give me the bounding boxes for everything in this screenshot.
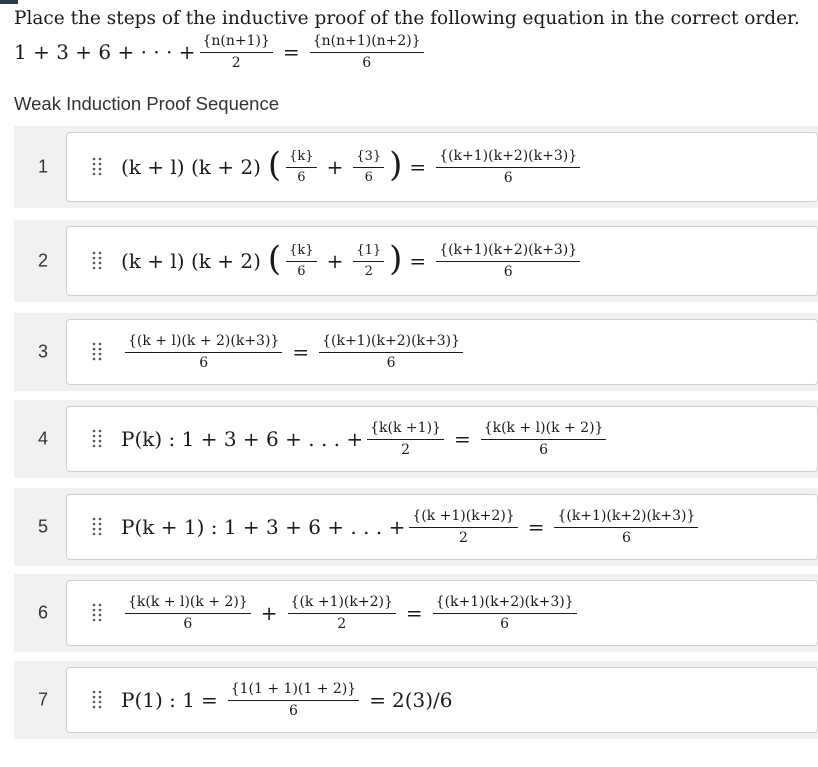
equation-equals: =	[282, 40, 300, 64]
step-expression: $\frac{\{(k + l)(k + 2)(k+3)\}}{6}$ = $\frac{\{(k+1)(k+2)(k+3)\}}{6}$	[121, 334, 467, 370]
draggable-step-card[interactable]	[66, 406, 818, 472]
question-prompt: Place the steps of the inductive proof of the following equation in the correct order.	[14, 8, 800, 29]
grip-vertical-icon[interactable]	[91, 689, 103, 711]
step-number: 1	[38, 156, 49, 177]
equation-lhs: 1 + 3 + 6 + · · · +	[14, 40, 196, 64]
step-number: 3	[38, 341, 49, 362]
equation-fraction-2: $\frac{\{n(n+1)(n+2)\}}{6}$	[310, 34, 424, 70]
corner-accent	[0, 0, 18, 4]
step-number: 5	[38, 516, 49, 537]
draggable-step-card[interactable]	[66, 580, 818, 646]
grip-vertical-icon[interactable]	[91, 516, 103, 538]
step-expression: (k + l) (k + 2) ( $\frac{\{k\}}{6}$ + $\frac{\{1\}}{2}$ ) = $\frac{\{(k+1)(k+2)(k+3)\}}{6}$	[121, 243, 584, 279]
draggable-step-card[interactable]	[66, 132, 818, 202]
grip-vertical-icon[interactable]	[91, 428, 103, 450]
grip-vertical-icon[interactable]	[91, 156, 103, 178]
step-row	[14, 126, 818, 208]
step-expression: $\frac{\{k(k + l)(k + 2)\}}{6}$ + $\frac{\{(k +1)(k+2)\}}{2}$ = $\frac{\{(k+1)(k+2)(k+3)\}}{6}$	[121, 595, 581, 631]
draggable-step-card[interactable]	[66, 319, 818, 385]
section-title: Weak Induction Proof Sequence	[14, 93, 279, 114]
step-expression: P(k) : 1 + 3 + 6 + . . . + $\frac{\{k(k +1)\}}{2}$ = $\frac{\{k(k + l)(k + 2)\}}{6}$	[121, 421, 610, 457]
draggable-step-card[interactable]	[66, 226, 818, 296]
step-expression: P(k + 1) : 1 + 3 + 6 + . . . + $\frac{\{(k +1)(k+2)\}}{2}$ = $\frac{\{(k+1)(k+2)(k+3)\}}{6}$	[121, 509, 702, 545]
grip-vertical-icon[interactable]	[91, 250, 103, 272]
step-row	[14, 488, 818, 566]
step-expression: (k + l) (k + 2) ( $\frac{\{k\}}{6}$ + $\frac{\{3\}}{6}$ ) = $\frac{\{(k+1)(k+2)(k+3)\}}{6}$	[121, 149, 584, 185]
step-row	[14, 661, 818, 739]
grip-vertical-icon[interactable]	[91, 341, 103, 363]
draggable-step-card[interactable]	[66, 494, 818, 560]
grip-vertical-icon[interactable]	[91, 602, 103, 624]
target-equation	[14, 32, 428, 72]
step-number: 4	[38, 428, 49, 449]
draggable-step-card[interactable]	[66, 667, 818, 733]
step-row	[14, 220, 818, 302]
step-row	[14, 574, 818, 652]
step-number: 6	[38, 602, 49, 623]
step-number: 7	[38, 689, 49, 710]
step-expression: P(1) : 1 = $\frac{\{1(1 + 1)(1 + 2)\}}{6}$ = 2(3)/6	[121, 680, 453, 719]
step-row	[14, 313, 818, 391]
step-row	[14, 400, 818, 478]
equation-fraction-1: $\frac{\{n(n+1)\}}{2}$	[200, 34, 273, 70]
step-number: 2	[38, 250, 49, 271]
